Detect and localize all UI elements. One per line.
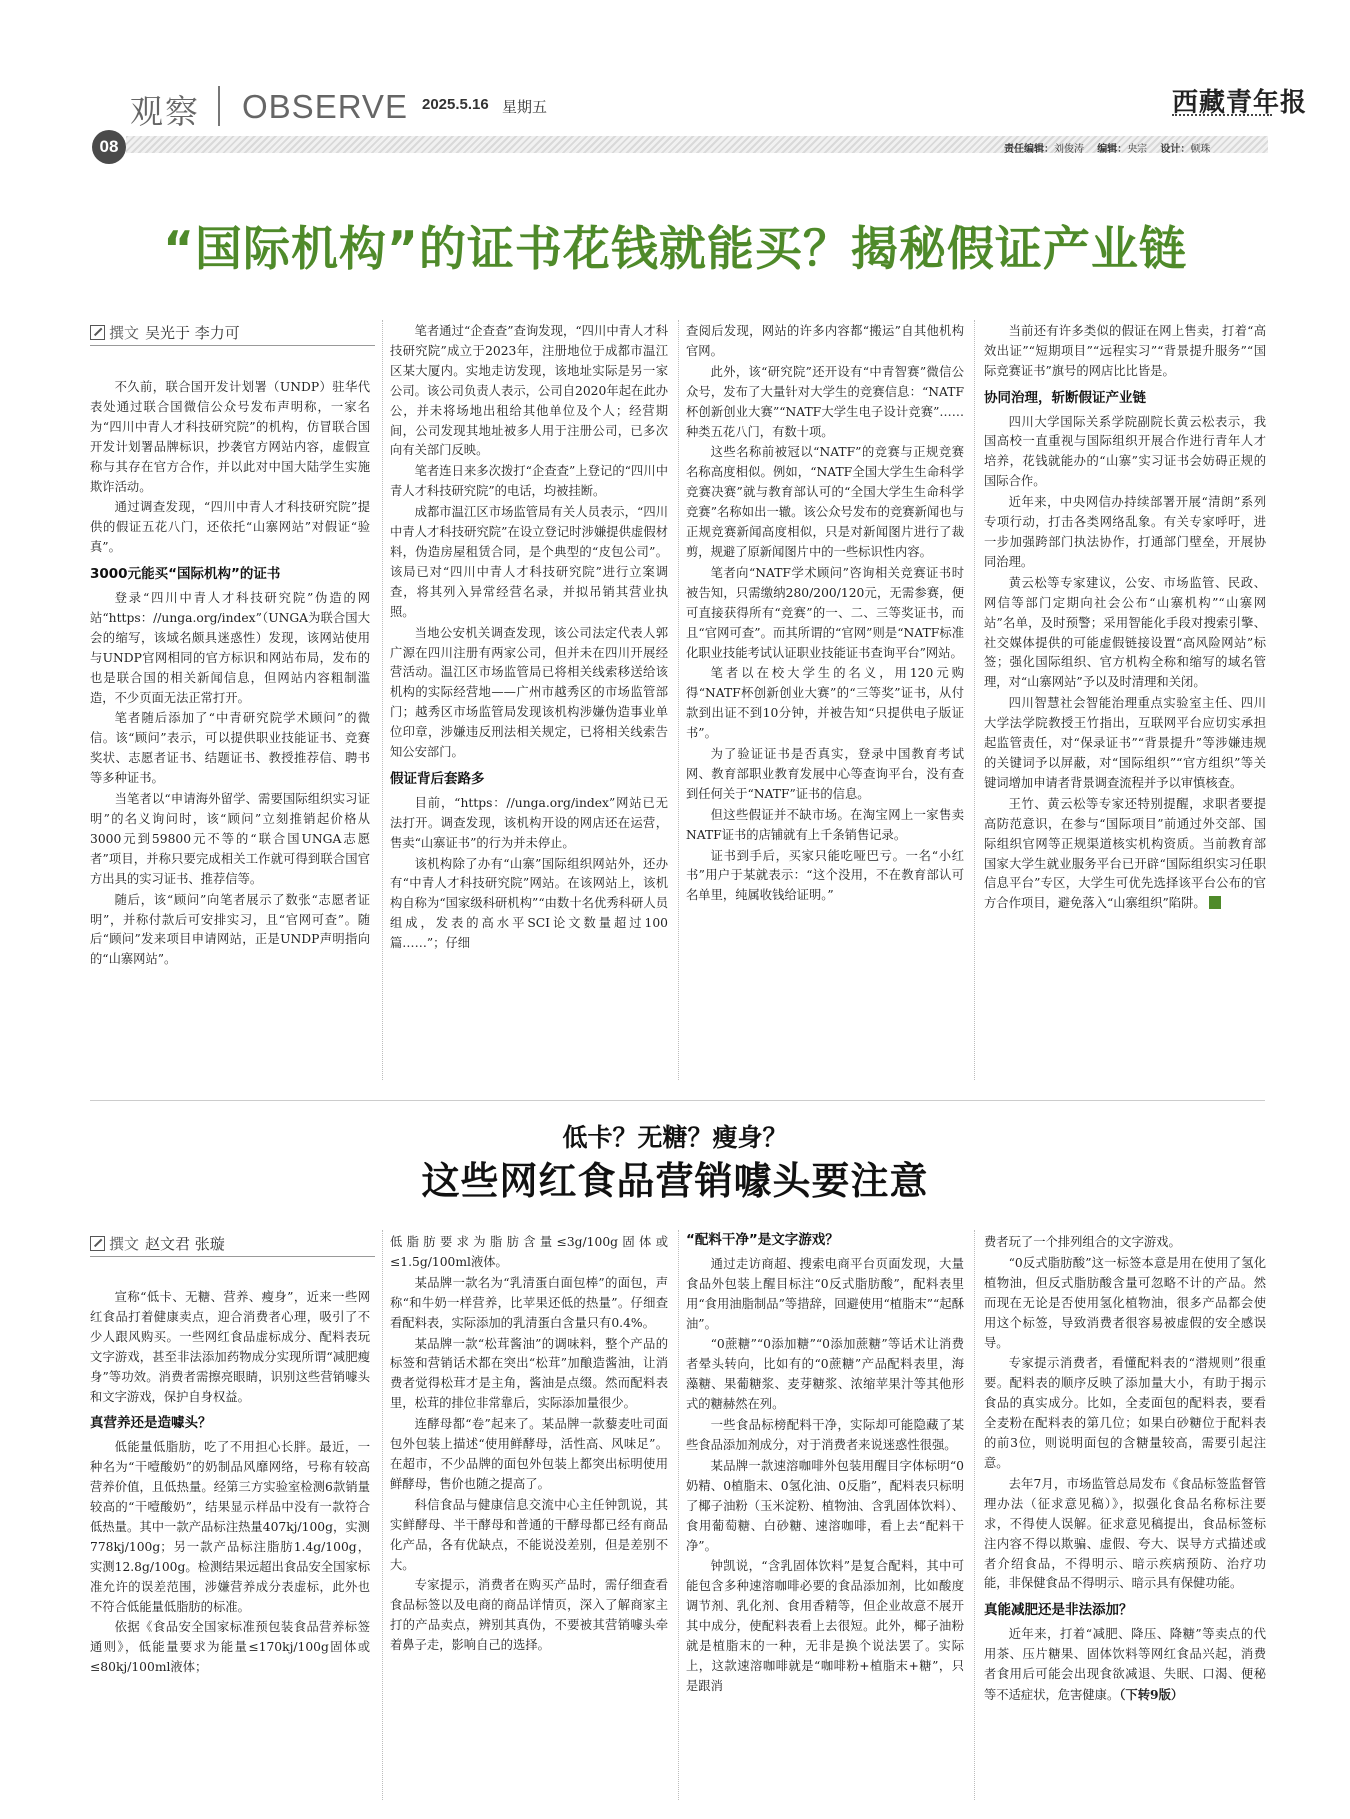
section-title-cn: 观察 bbox=[130, 92, 200, 131]
paragraph: 钟凯说，“含乳固体饮料”是复合配料，其中可能包含多种速溶咖啡必要的食品添加剂，比如酸度调节剂、乳化剂、食用香精等，但企业故意不展开其中成分，使配料表看上去很短。此外，椰子油粉就是植脂末的一种，无非是换个说法罢了。实际上，这款速溶咖啡就是“咖啡粉+植脂末+糖”，只是跟消 bbox=[686, 1559, 964, 1693]
byline-rule bbox=[90, 1256, 375, 1257]
paragraph: “0蔗糖”“0添加糖”“0添加蔗糖”等话术让消费者晕头转向，比如有的“0蔗糖”产品配料表里，海藻糖、果葡糖浆、麦芽糖浆、浓缩苹果汁等其他形式的糖赫然在列。 bbox=[686, 1337, 964, 1412]
paragraph: 专家提示消费者，看懂配料表的“潜规则”很重要。配料表的顺序反映了添加量大小，有助于揭示食品的真实成分。比如，全麦面包的配料表，要看全麦粉在配料表的第几位；如果白砂糖位于配料表的前3位，则说明面包的含糖量较高，需要引起注意。 bbox=[984, 1356, 1266, 1470]
paragraph: 一些食品标榜配料干净，实际却可能隐藏了某些食品添加剂成分，对于消费者来说迷惑性很强。 bbox=[686, 1418, 964, 1453]
paragraph: 但这些假证并不缺市场。在淘宝网上一家售卖NATF证书的店铺就有上千条销售记录。 bbox=[686, 807, 964, 842]
paragraph: 近年来，中央网信办持续部署开展“清朗”系列专项行动，打击各类网络乱象。有关专家呼吁，进一步加强跨部门执法协作，打通部门壁垒，开展协同治理。 bbox=[984, 495, 1266, 569]
paragraph: 连酵母都“卷”起来了。某品牌一款藜麦吐司面包外包装上描述“使用鲜酵母，活性高、风味足”。在超市，不少品牌的面包外包装上都突出标明使用鲜酵母，售价也随之提高了。 bbox=[390, 1417, 668, 1491]
paragraph: 某品牌一款“松茸酱油”的调味料，整个产品的标签和营销话术都在突出“松茸”加酿造酱油，让消费者觉得松茸才是主角，酱油是点缀。然而配料表里，松茸的排位非常靠后，实际添加量很少。 bbox=[390, 1336, 668, 1411]
article1-column-4 bbox=[984, 322, 1266, 915]
article2-kicker: 低卡？无糖？瘦身？ bbox=[562, 1123, 788, 1152]
paragraph: 笔者随后添加了“中青研究院学术顾问”的微信。该“顾问”表示，可以提供职业技能证书、竞赛奖状、志愿者证书、结题证书、教授推荐信、聘书等多种证书。 bbox=[90, 711, 370, 786]
paragraph: 笔者连日来多次拨打“企查查”上登记的“四川中青人才科技研究院”的电话，均被挂断。 bbox=[390, 464, 668, 499]
paragraph: 当前还有许多类似的假证在网上售卖，打着“高效出证”“短期项目”“远程实习”“背景提升服务”“国际竞赛证书”旗号的网店比比皆是。 bbox=[984, 324, 1266, 378]
paragraph: 当笔者以“申请海外留学、需要国际组织实习证明”的名义询问时，该“顾问”立刻推销起价格从3000元到59800元不等的“联合国UNGA志愿者”项目，并称只要完成相关工作就可得到联合国官方出具的实习证书、推荐信等。 bbox=[90, 792, 370, 886]
continued-on-page-9-link[interactable]: （下转9版） bbox=[1119, 1686, 1184, 1702]
paragraph: 目前，“https：//unga.org/index”网站已无法打开。调查发现，该机构开设的网店还在运营，售卖“山寨证书”的行为并未停止。 bbox=[390, 795, 668, 850]
article1-column-1 bbox=[90, 378, 370, 971]
paragraph: 某品牌一款速溶咖啡外包装用醒目字体标明“0奶精、0植脂末、0氢化油、0反脂”，配料表只标明了椰子油粉（玉米淀粉、植物油、含乳固体饮料）、食用葡萄糖、白砂糖、速溶咖啡，看上去“配料干净”。 bbox=[686, 1458, 964, 1553]
paragraph: 某品牌一款名为“乳清蛋白面包棒”的面包，声称“和牛奶一样营养，比苹果还低的热量”。仔细查看配料表，实际添加的乳清蛋白含量只有0.4%。 bbox=[390, 1275, 668, 1330]
end-mark-icon bbox=[1209, 896, 1221, 909]
article1-authors: 吴光于 李力可 bbox=[145, 324, 240, 342]
byline-rule bbox=[90, 345, 375, 346]
subheading: 真能减肥还是非法添加？ bbox=[984, 1602, 1133, 1619]
masthead bbox=[0, 0, 1350, 165]
article2-column-1 bbox=[90, 1288, 370, 1679]
byline-label: 撰文 bbox=[109, 1235, 140, 1253]
article2-column-4 bbox=[984, 1233, 1266, 1707]
subheading: 协同治理，斩断假证产业链 bbox=[984, 389, 1146, 406]
paragraph: 当地公安机关调查发现，该公司法定代表人郭广源在四川注册有两家公司，但并未在四川开展经营活动。温江区市场监管局已将相关线索移送给该机构的实际经营地——广州市越秀区的市场监管部门；越秀区市场监管局发现该机构涉嫌伪造事业单位印章，涉嫌违反刑法相关规定，已将相关线索告知公安部门。 bbox=[390, 625, 668, 760]
paragraph: 宣称“低卡、无糖、营养、瘦身”，近来一些网红食品打着健康卖点，迎合消费者心理，吸引了不少人跟风购买。一些网红食品虚标成分、配料表玩文字游戏，甚至非法添加药物成分实现所谓“减肥瘦身”等功效。消费者需擦亮眼睛，识别这些营销噱头和文字游戏，保护自身权益。 bbox=[90, 1290, 370, 1404]
editor-credits bbox=[1004, 140, 1220, 155]
paragraph: 笔者通过“企查查”查询发现，“四川中青人才科技研究院”成立于2023年，注册地位于成都市温江区某大厦内。实地走访发现，该地址实际是另一家公司。该公司负责人表示，公司自2020年起在此办公，并未将场地出租给其他单位及个人；经营期间，公司发现其地址被多人用于注册公司，已多次向有关部门反映。 bbox=[390, 324, 668, 458]
column-divider bbox=[974, 1230, 975, 1800]
paragraph: 通过调查发现，“四川中青人才科技研究院”提供的假证五花八门，还依托“山寨网站”对假证“验真”。 bbox=[90, 500, 370, 555]
paragraph: 为了验证证书是否真实，登录中国教育考试网、教育部职业教育发展中心等查询平台，没有查到任何关于“NATF”证书的信息。 bbox=[686, 747, 964, 801]
column-divider bbox=[382, 320, 383, 1080]
paragraph: 去年7月，市场监管总局发布《食品标签监督管理办法（征求意见稿）》，拟强化食品名称标注要求，不得使人误解。征求意见稿提出，食品标签标注内容不得以欺骗、虚假、夸大、误导方式描述或者介绍食品，不得明示、暗示疾病预防、治疗功能，非保健食品不得明示、暗示具有保健功能。 bbox=[984, 1476, 1266, 1591]
editor-in-charge-label: 责任编辑： bbox=[1004, 144, 1054, 155]
article1-byline bbox=[90, 322, 240, 343]
article2-byline bbox=[90, 1233, 225, 1254]
design-label: 设计： bbox=[1160, 144, 1191, 155]
column-divider bbox=[382, 1230, 383, 1800]
column-divider bbox=[678, 320, 679, 1080]
article2-authors: 赵文君 张璇 bbox=[145, 1235, 225, 1253]
paragraph: 登录“四川中青人才科技研究院”伪造的网站“https：//unga.org/index”（UNGA为联合国大会的缩写，该域名颇具迷惑性）发现，该网站使用与UNDP官网相同的官方标识和网站布局，发布的也是联合国的相关新闻信息，但网站内容粗制滥造，不少页面无法正常打开。 bbox=[90, 591, 370, 705]
subheading: 3000元能买“国际机构”的证书 bbox=[90, 566, 281, 583]
paragraph: 近年来，打着“减肥、降压、降糖”等卖点的代用茶、压片糖果、固体饮料等网红食品兴起，消费者食用后可能会出现食欲减退、失眠、口渴、便秘等不适症状，危害健康。 bbox=[984, 1627, 1266, 1702]
pen-icon bbox=[90, 1236, 105, 1251]
byline-label: 撰文 bbox=[109, 324, 140, 342]
paragraph: 笔者以在校大学生的名义，用120元购得“NATF杯创新创业大赛”的“三等奖”证书，从付款到出证不到10分钟，并被告知“只提供电子版证书”。 bbox=[686, 666, 964, 741]
paragraph: 笔者向“NATF学术顾问”咨询相关竞赛证书时被告知，只需缴纳280/200/120元，无需参赛，便可直接获得所有“竞赛”的一、二、三等奖证书，而且“官网可查”。而其所谓的“官网”则是“NATF标准化职业技能考试认证职业技能证书查询平台”网站。 bbox=[686, 565, 964, 660]
section-divider bbox=[218, 86, 220, 126]
paragraph: 此外，该“研究院”还开设有“中青智赛”微信公众号，发布了大量针对大学生的竞赛信息：“NATF杯创新创业大赛”“NATF大学生电子设计竞赛”……种类五花八门，有数十项。 bbox=[686, 364, 964, 439]
article2-headline: 这些网红食品营销噱头要注意 bbox=[421, 1159, 929, 1203]
column-divider bbox=[974, 320, 975, 1080]
paragraph: 查阅后发现，网站的许多内容都“搬运”自其他机构官网。 bbox=[686, 324, 964, 358]
paragraph: “0反式脂肪酸”这一标签本意是用在使用了氢化植物油，但反式脂肪酸含量可忽略不计的产品。然而现在无论是否使用氢化植物油，很多产品都会使用这个标签，导致消费者很容易被虚假的安全感误导。 bbox=[984, 1255, 1266, 1350]
paragraph: 这些名称前被冠以“NATF”的竞赛与正规竞赛名称高度相似。例如，“NATF全国大学生生命科学竞赛决赛”就与教育部认可的“全国大学生生命科学竞赛”名称如出一辙。该公众号发布的竞赛新闻也与正规竞赛新闻高度相似，只是对新闻图片进行了裁剪，规避了原新闻图片中的一些标识性内容。 bbox=[686, 445, 964, 559]
pen-icon bbox=[90, 325, 105, 340]
article2-column-2 bbox=[390, 1233, 668, 1657]
paragraph: 随后，该“顾问”向笔者展示了数张“志愿者证明”，并称付款后可安排实习，且“官网可查”。随后“顾问”发来项目申请网站，正是UNDP声明指向的“山寨网站”。 bbox=[90, 892, 370, 967]
article1-column-2 bbox=[390, 322, 668, 955]
paragraph: 四川大学国际关系学院副院长黄云松表示，我国高校一直重视与国际组织开展合作进行青年人才培养，花钱就能办的“山寨”实习证书会妨碍正规的国际合作。 bbox=[984, 414, 1266, 489]
article2-column-3 bbox=[686, 1230, 964, 1698]
paragraph: 黄云松等专家建议，公安、市场监管、民政、网信等部门定期向社会公布“山寨机构”“山寨网站”名单，及时预警；采用智能化手段对搜索引擎、社交媒体提供的可能虚假链接设置“高风险网站”标签；强化国际组织、官方机构全称和缩写的域名管理，对“山寨网站”予以及时清理和关闭。 bbox=[984, 575, 1266, 690]
paragraph: 依据《食品安全国家标准预包装食品营养标签通则》，低能量要求为能量≤170kj/100g固体或≤80kj/100ml液体； bbox=[90, 1620, 370, 1675]
editor-label: 编辑： bbox=[1097, 144, 1128, 155]
column-divider bbox=[678, 1230, 679, 1800]
paragraph: 该机构除了办有“山寨”国际组织网站外，还办有“中青人才科技研究院”网站。在该网站上，该机构自称为“国家级科研机构”“由数十名优秀科研人员组成，发表的高水平SCI论文数量超过100篇……”；仔细 bbox=[390, 856, 668, 951]
editor: 央宗 bbox=[1127, 144, 1148, 155]
paragraph: 低能量低脂肪，吃了不用担心长胖。最近，一种名为“干噎酸奶”的奶制品风靡网络，号称有较高营养价值，且低热量。经第三方实验室检测6款销量较高的“干噎酸奶”，结果显示样品中没有一款符合低热量。其中一款产品标注热量407kj/100g，实测778kj/100g；另一款产品标注脂肪1.4g/100g，实测12.8g/100g。检测结果远超出食品安全国家标准允许的误差范围，涉嫌营养成分表虚标，此外也不符合低能量低脂肪的标准。 bbox=[90, 1440, 370, 1614]
publication-weekday: 星期五 bbox=[502, 98, 548, 116]
article1-headline: “国际机构”的证书花钱就能买？揭秘假证产业链 bbox=[163, 222, 1187, 277]
section-title-en: OBSERVE bbox=[242, 88, 408, 125]
newspaper-logo: 西藏青年报 bbox=[1172, 88, 1308, 118]
paragraph: 低脂肪要求为脂肪含量≤3g/100g固体或≤1.5g/100ml液体。 bbox=[390, 1235, 668, 1269]
paragraph: 费者玩了一个排列组合的文字游戏。 bbox=[984, 1235, 1181, 1249]
paragraph: 证书到手后，买家只能吃哑巴亏。一名“小红书”用户于某就表示：“这个没用，不在教育部认可名单里，纯属收钱给证明。” bbox=[686, 848, 964, 903]
page-number: 08 bbox=[92, 130, 126, 164]
editor-in-charge: 刘俊涛 bbox=[1054, 144, 1084, 155]
article-divider bbox=[90, 1100, 1265, 1101]
subheading: 假证背后套路多 bbox=[390, 770, 485, 787]
paragraph: 专家提示，消费者在购买产品时，需仔细查看食品标签以及电商的商品详情页，深入了解商家主打的产品卖点，辨别其真伪，不要被其营销噱头牵着鼻子走，影响自己的选择。 bbox=[390, 1578, 668, 1653]
subheading: 真营养还是造噱头？ bbox=[90, 1415, 212, 1432]
paragraph: 王竹、黄云松等专家还特别提醒，求职者要提高防范意识，在参与“国际项目”前通过外交部、国际组织官网等正规渠道核实机构资质。当前教育部国家大学生就业服务平台已开辟“国际组织实习任职信息平台”专区，大学生可优先选择该平台公布的官方合作项目，避免落入“山寨组织”陷阱。 bbox=[984, 796, 1266, 911]
tibetan-script-logo bbox=[1172, 114, 1272, 122]
paragraph: 科信食品与健康信息交流中心主任钟凯说，其实鲜酵母、半干酵母和普通的干酵母都已经有商品化产品，各有优缺点，不能说没差别，但是差别不大。 bbox=[390, 1497, 668, 1572]
paragraph: 成都市温江区市场监管局有关人员表示，“四川中青人才科技研究院”在设立登记时涉嫌提供虚假材料，伪造房屋租赁合同，是个典型的“皮包公司”。该局已对“四川中青人才科技研究院”进行立案调查，将其列入异常经营名录，并拟吊销其营业执照。 bbox=[390, 505, 668, 619]
paragraph: 四川智慧社会智能治理重点实验室主任、四川大学法学院教授王竹指出，互联网平台应切实承担起监管责任，对“保录证书”“背景提升”等涉嫌违规的关键词予以屏蔽，对“国际组织”“官方组织”等关键词增加申请者背景调查流程并予以审慎核查。 bbox=[984, 696, 1266, 790]
subheading: “配料干净”是文字游戏？ bbox=[686, 1232, 839, 1248]
article1-column-3 bbox=[686, 322, 964, 907]
designer: 顿珠 bbox=[1190, 144, 1211, 155]
paragraph: 通过走访商超、搜索电商平台页面发现，大量食品外包装上醒目标注“0反式脂肪酸”，配料表里用“食用油脂制品”等措辞，回避使用“植脂末”“起酥油”。 bbox=[686, 1256, 964, 1331]
paragraph: 不久前，联合国开发计划署（UNDP）驻华代表处通过联合国微信公众号发布声明称，一家名为“四川中青人才科技研究院”的机构，仿冒联合国开发计划署品牌标识，抄袭官方网站内容，虚假宣称与其存在官方合作，并以此对中国大陆学生实施欺诈活动。 bbox=[90, 380, 370, 494]
publication-date: 2025.5.16 bbox=[422, 96, 489, 113]
